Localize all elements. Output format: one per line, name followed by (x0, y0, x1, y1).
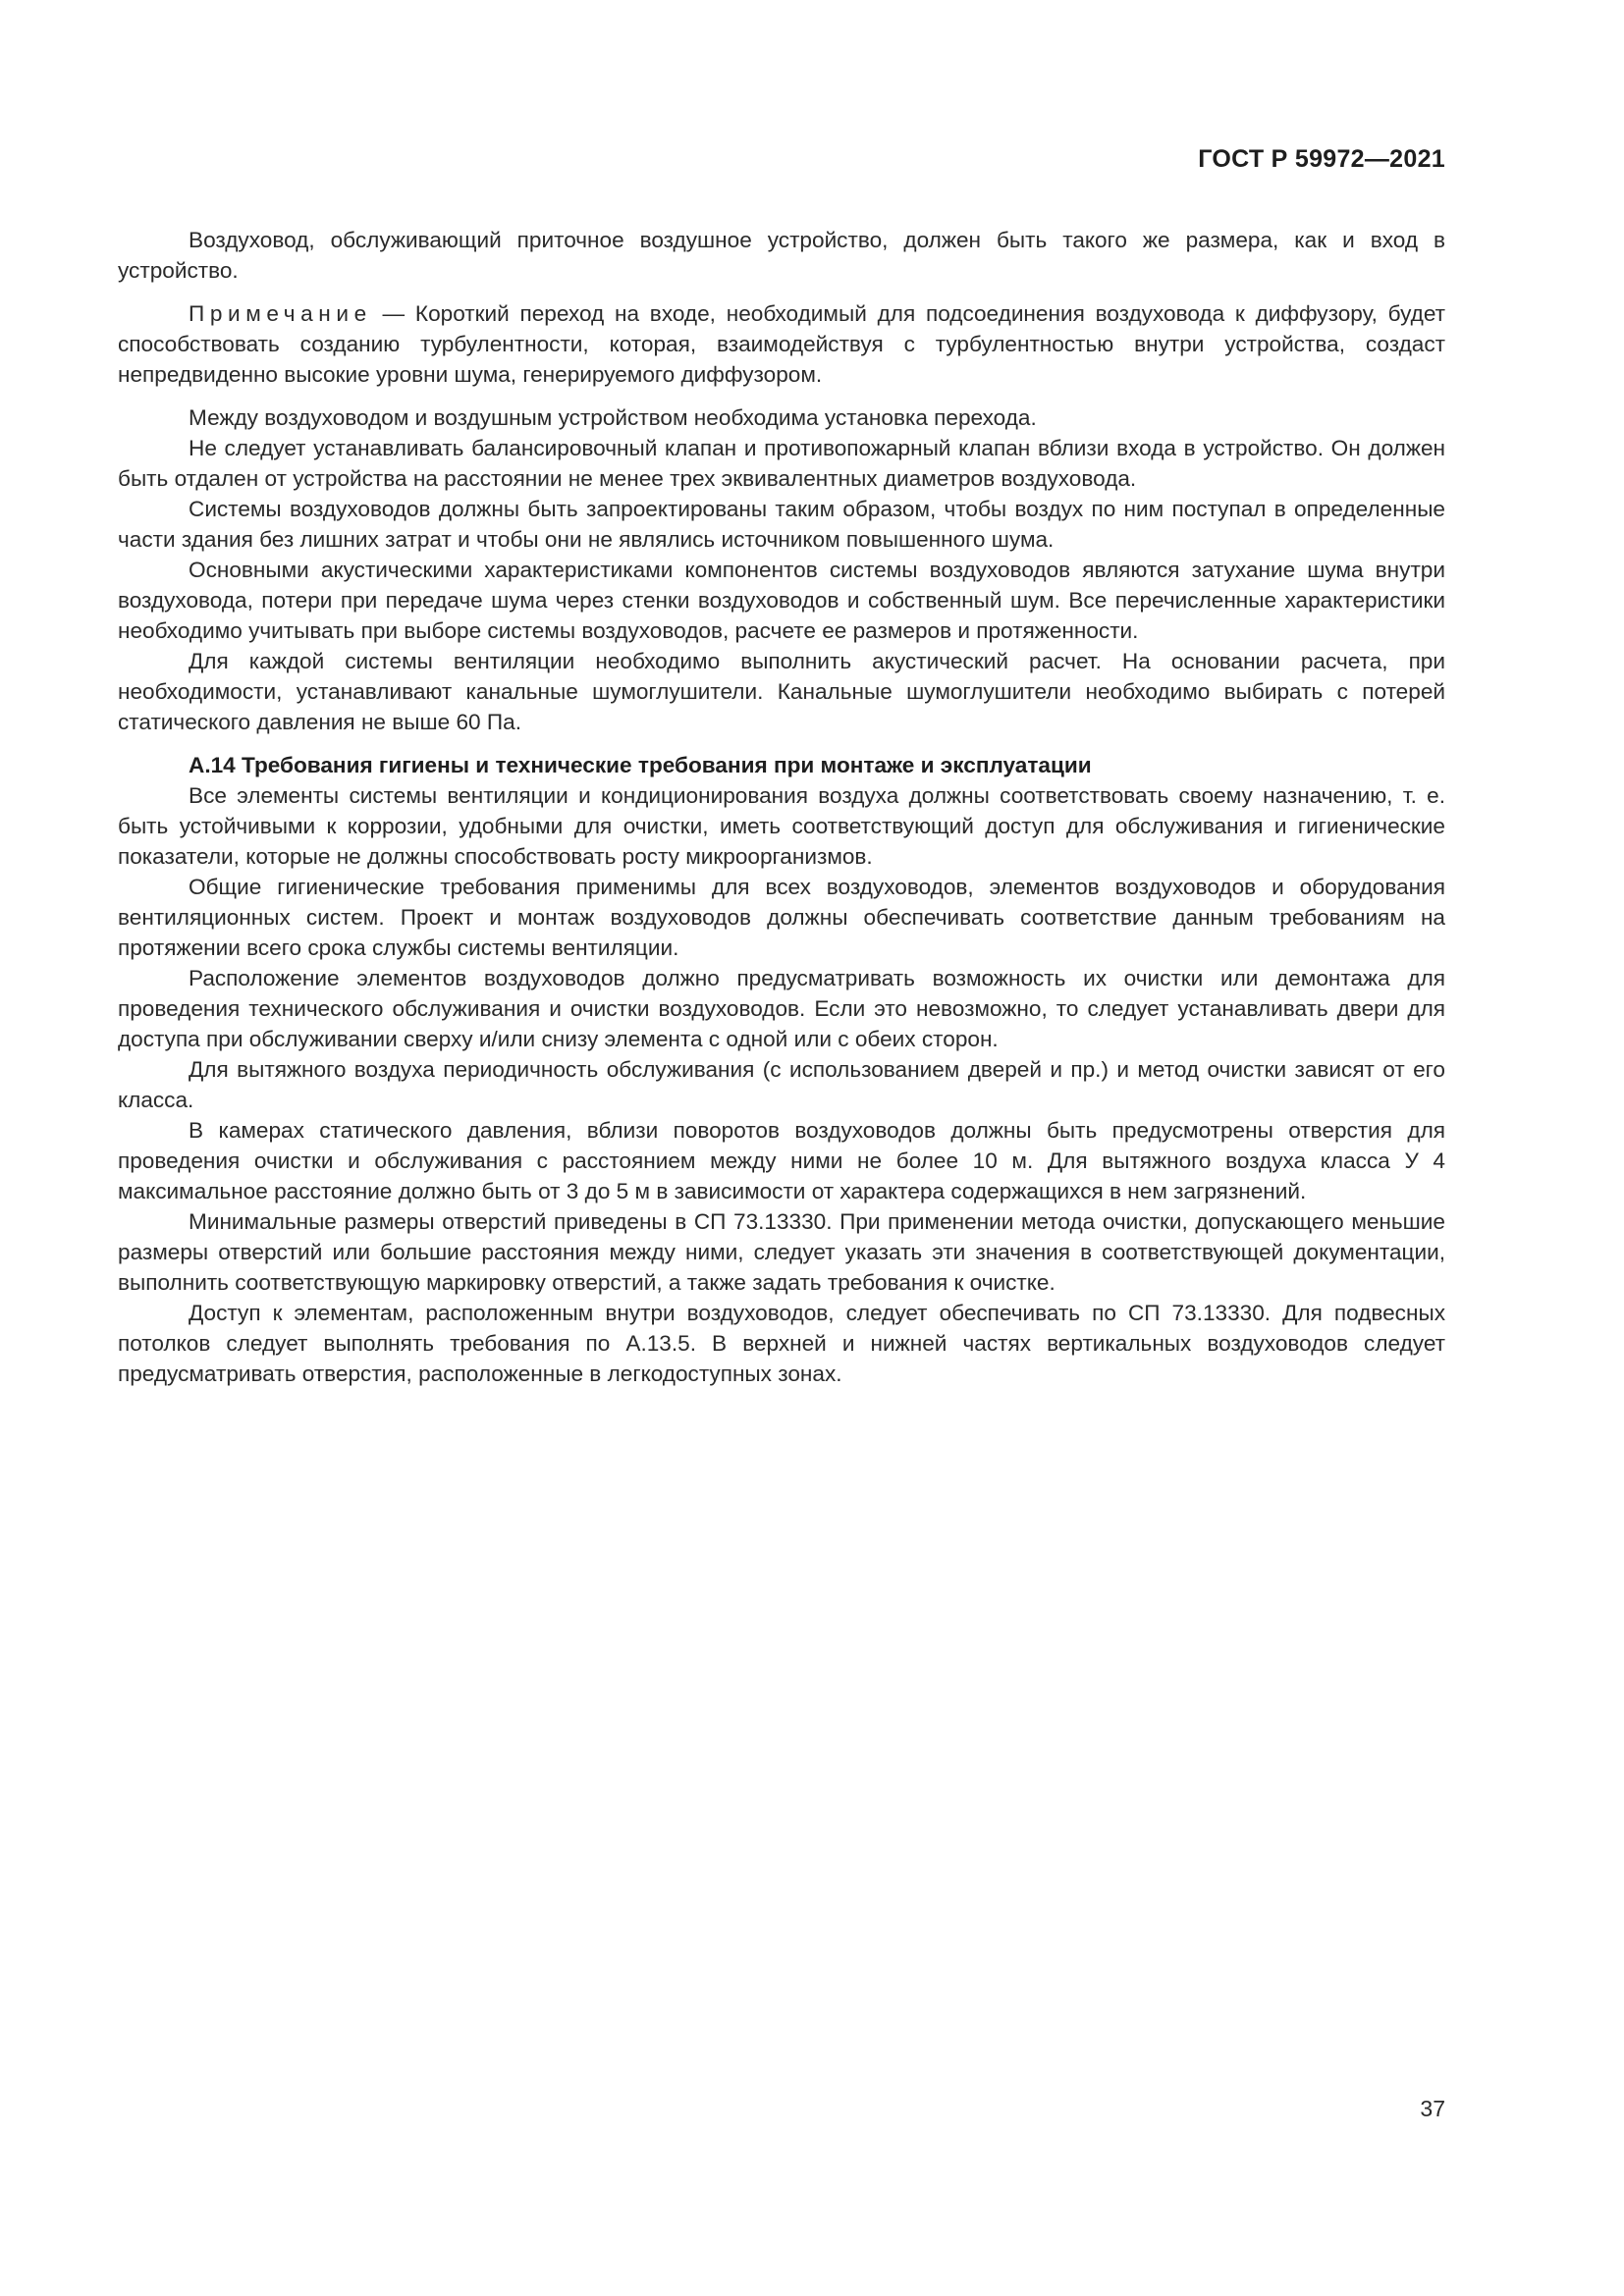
document-body (118, 225, 1445, 1389)
note-label: Примечание (189, 301, 372, 326)
paragraph: Расположение элементов воздуховодов должно предусматривать возможность их очистки или демонтажа для проведения технического обслуживания и очистки воздуховодов. Если это невозможно, то следует устанавливать двери для доступа при обслуживании сверху и/или снизу элемента с одной или с обеих сторон. (118, 966, 1445, 1051)
section-heading: А.14 Требования гигиены и технические требования при монтаже и эксплуатации (189, 753, 1092, 777)
paragraph: Воздуховод, обслуживающий приточное воздушное устройство, должен быть такого же размера, как и вход в устройство. (118, 228, 1445, 283)
note-paragraph (118, 298, 1445, 390)
paragraph: Системы воздуховодов должны быть запроектированы таким образом, чтобы воздух по ним поступал в определенные части здания без лишних затрат и чтобы они не являлись источником повышенного шума. (118, 497, 1445, 552)
note-text: — Короткий переход на входе, необходимый для подсоединения воздуховода к диффузору, будет способствовать созданию турбулентности, которая, взаимодействуя с турбулентностью внутри устройства, создаст непредвиденно высокие уровни шума, генерируемого диффузором. (118, 301, 1445, 387)
paragraph: Не следует устанавливать балансировочный клапан и противопожарный клапан вблизи входа в устройство. Он должен быть отдален от устройства на расстоянии не менее трех эквивалентных диаметров воздуховода. (118, 436, 1445, 491)
paragraph: В камерах статического давления, вблизи поворотов воздуховодов должны быть предусмотрены отверстия для проведения очистки и обслуживания с расстоянием между ними не более 10 м. Для вытяжного воздуха класса У 4 максимальное расстояние должно быть от 3 до 5 м в зависимости от характера содержащихся в нем загрязнений. (118, 1118, 1445, 1203)
paragraph: Основными акустическими характеристиками компонентов системы воздуховодов являются затухание шума внутри воздуховода, потери при передаче шума через стенки воздуховодов и собственный шум. Все перечисленные характеристики необходимо учитывать при выборе системы воздуховодов, расчете ее размеров и протяженности. (118, 558, 1445, 643)
paragraph: Между воздуховодом и воздушным устройством необходима установка перехода. (189, 405, 1037, 430)
paragraph: Все элементы системы вентиляции и кондиционирования воздуха должны соответствовать своему назначению, т. е. быть устойчивыми к коррозии, удобными для очистки, иметь соответствующий доступ для обслуживания и гигиенические показатели, которые не должны способствовать росту микроорганизмов. (118, 783, 1445, 869)
page-number: 37 (1420, 2096, 1445, 2121)
paragraph: Доступ к элементам, расположенным внутри воздуховодов, следует обеспечивать по СП 73.13330. Для подвесных потолков следует выполнять требования по А.13.5. В верхней и нижней частях вертикальных воздуховодов следует предусматривать отверстия, расположенные в легкодоступных зонах. (118, 1301, 1445, 1386)
document-code: ГОСТ Р 59972—2021 (1198, 145, 1445, 173)
paragraph: Для вытяжного воздуха периодичность обслуживания (с использованием дверей и пр.) и метод очистки зависят от его класса. (118, 1057, 1445, 1112)
paragraph: Общие гигиенические требования применимы для всех воздуховодов, элементов воздуховодов и оборудования вентиляционных систем. Проект и монтаж воздуховодов должны обеспечивать соответствие данным требованиям на протяжении всего срока службы системы вентиляции. (118, 875, 1445, 960)
paragraph: Для каждой системы вентиляции необходимо выполнить акустический расчет. На основании расчета, при необходимости, устанавливают канальные шумоглушители. Канальные шумоглушители необходимо выбирать с потерей статического давления не выше 60 Па. (118, 649, 1445, 734)
paragraph: Минимальные размеры отверстий приведены в СП 73.13330. При применении метода очистки, допускающего меньшие размеры отверстий или большие расстояния между ними, следует указать эти значения в соответствующей документации, выполнить соответствующую маркировку отверстий, а также задать требования к очистке. (118, 1209, 1445, 1295)
